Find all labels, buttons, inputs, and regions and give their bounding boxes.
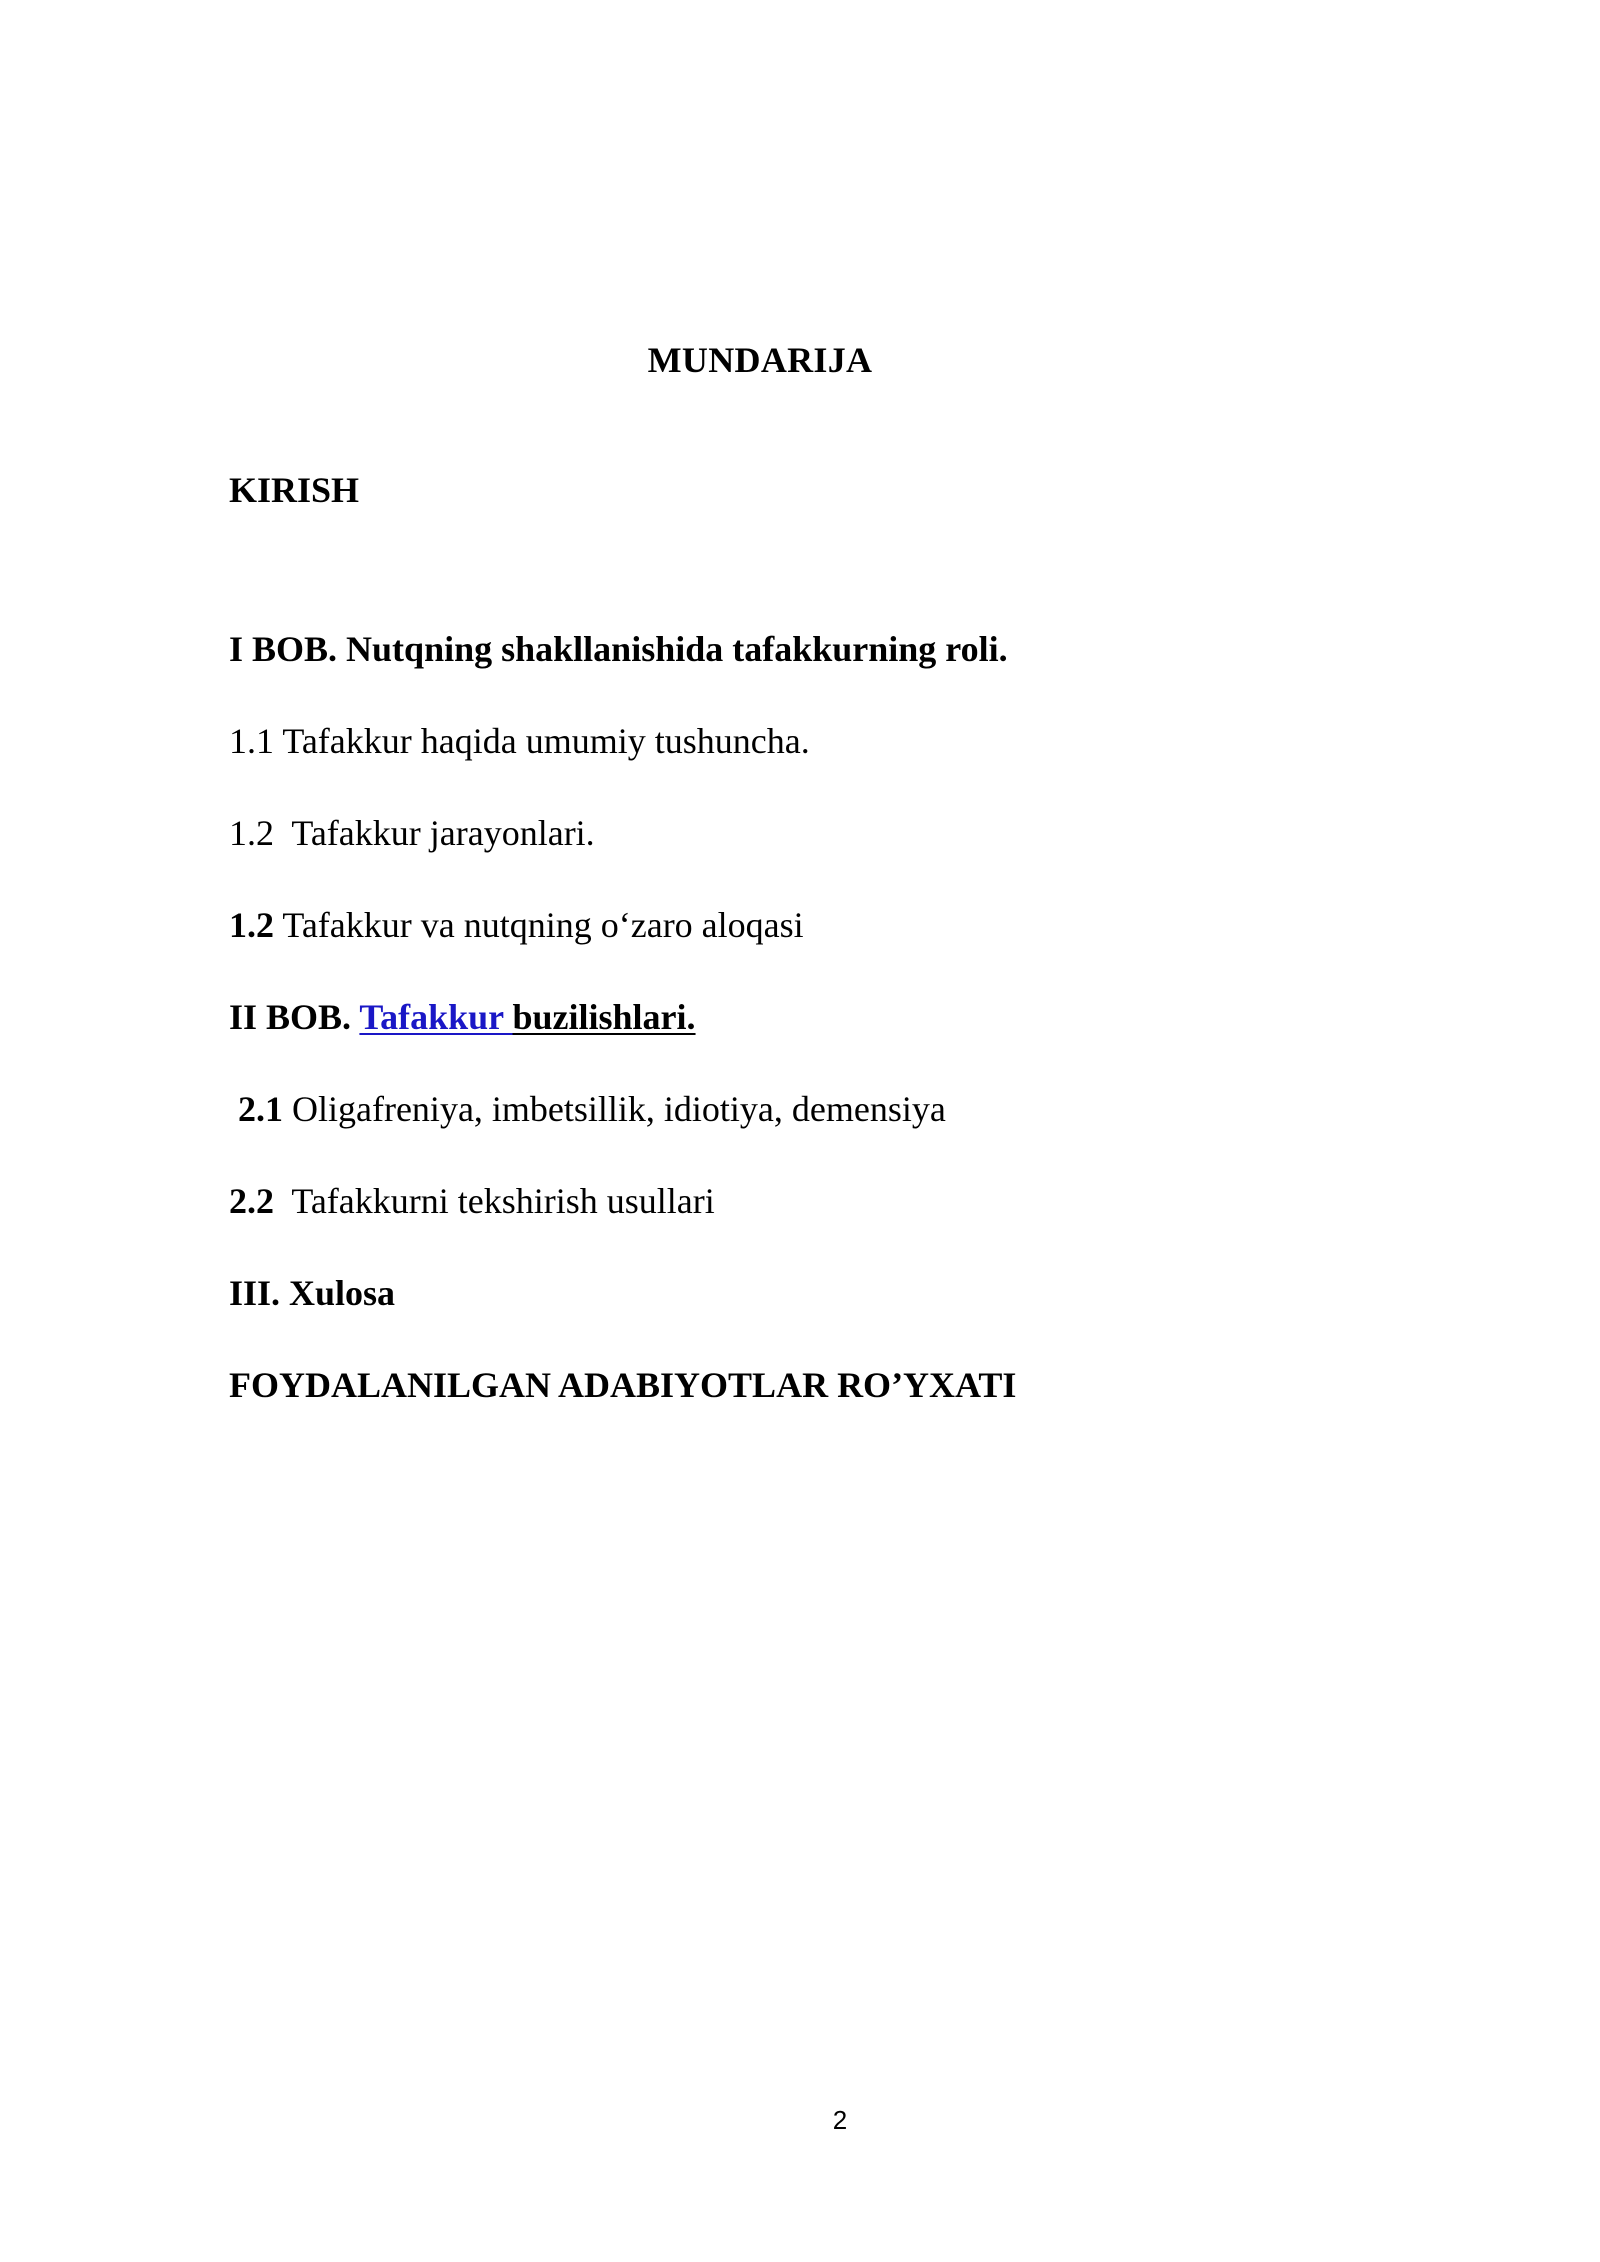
toc-chapter-2 [229, 993, 696, 1041]
toc-chapter-2-link[interactable]: Tafakkur [359, 997, 513, 1037]
toc-chapter-2-rest: buzilishlari. [512, 997, 696, 1037]
toc-section-1-3-text: Tafakkur va nutqning o‘zaro aloqasi [274, 905, 804, 945]
toc-section-2-2-number: 2.2 [229, 1181, 274, 1221]
toc-section-1-3-number: 1.2 [229, 905, 274, 945]
toc-intro: KIRISH [229, 470, 360, 510]
toc-section-1-3 [229, 901, 804, 949]
page-number: 2 [832, 2105, 848, 2135]
toc-chapter-1: I BOB. Nutqning shakllanishida tafakkurning roli. [229, 629, 1008, 669]
toc-conclusion: III. Xulosa [229, 1273, 396, 1313]
page-title: MUNDARIJA [647, 340, 873, 380]
toc-section-1-1: 1.1 Tafakkur haqida umumiy tushuncha. [229, 721, 810, 761]
toc-section-2-2-text: Tafakkurni tekshirish usullari [274, 1181, 715, 1221]
toc-section-2-1-text: Oligafreniya, imbetsillik, idiotiya, demensiya [283, 1089, 946, 1129]
toc-section-2-1-number: 2.1 [229, 1089, 283, 1129]
toc-section-2-1 [229, 1085, 946, 1133]
toc-section-1-2: 1.2 Tafakkur jarayonlari. [229, 813, 595, 853]
toc-references: FOYDALANILGAN ADABIYOTLAR RO’YXATI [229, 1365, 1017, 1405]
toc-chapter-2-prefix: II BOB. [229, 997, 360, 1037]
toc-section-2-2 [229, 1177, 715, 1225]
